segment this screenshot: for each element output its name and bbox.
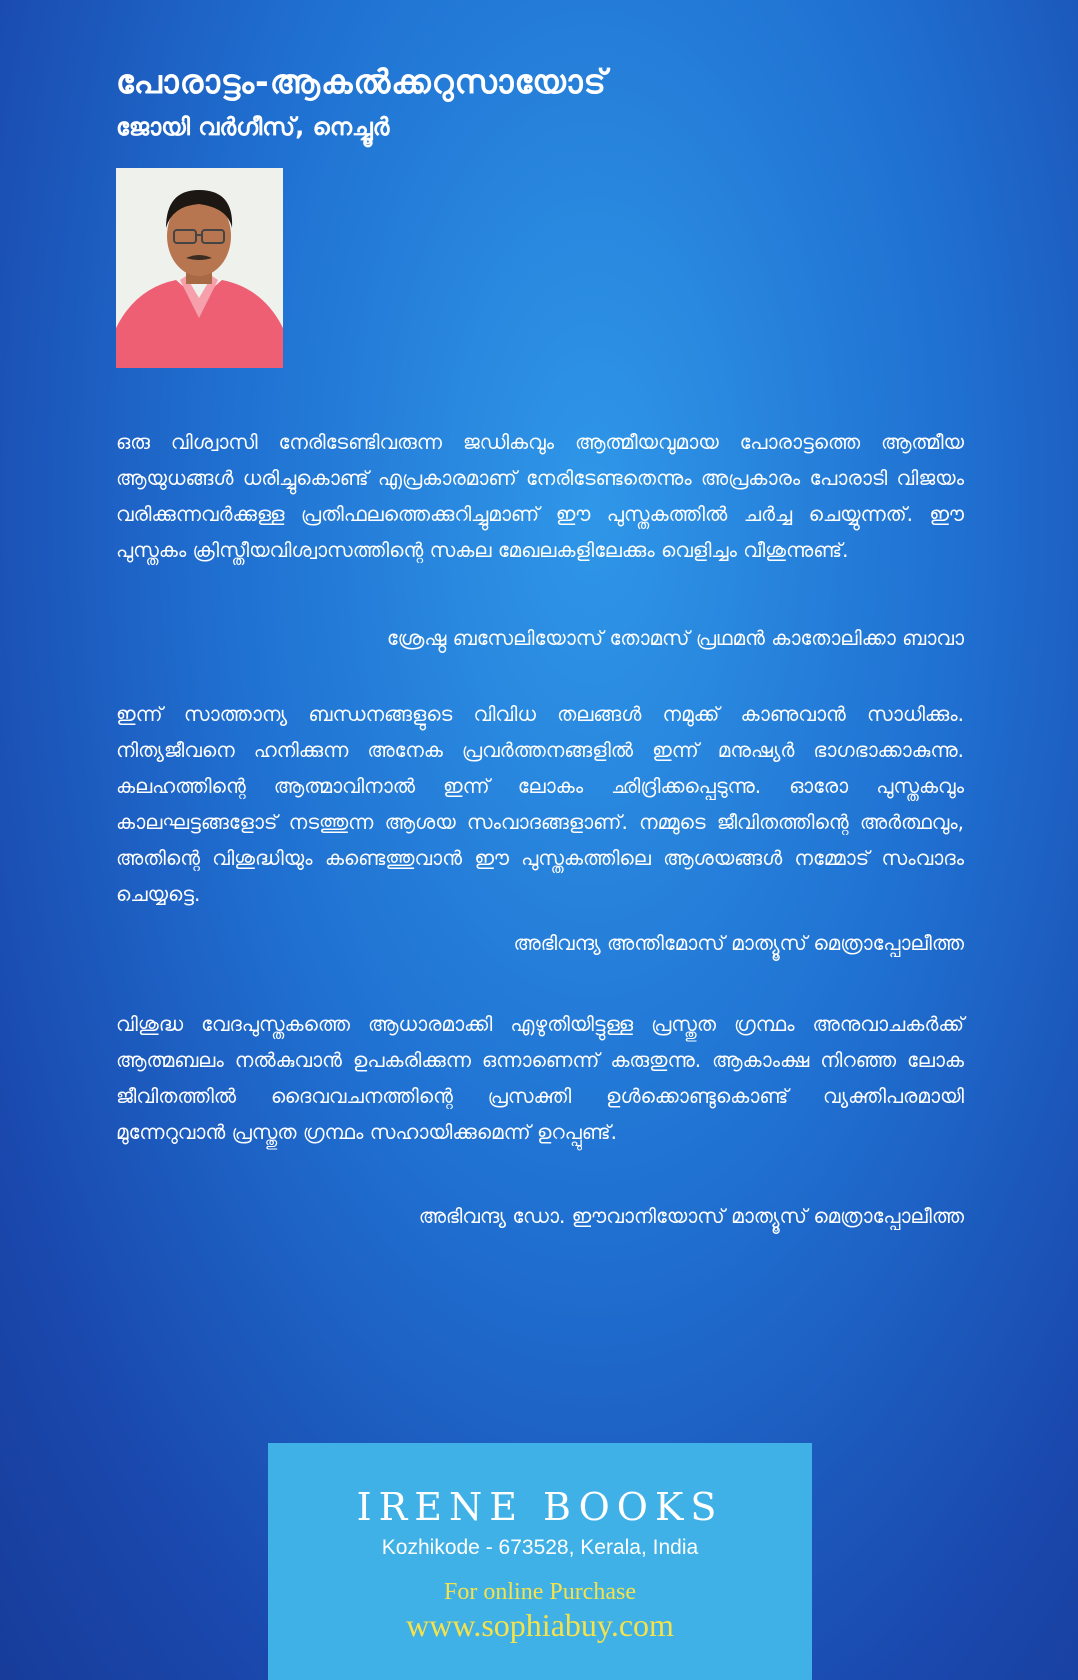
publisher-name: IRENE BOOKS <box>356 1485 724 1529</box>
blurb-signature-2: അഭിവന്ദ്യ അന്തിമോസ് മാത്യൂസ് മെത്രാപ്പോലീത്ത <box>513 931 964 955</box>
author-photo <box>116 168 283 368</box>
blurb-signature-1: ശ്രേഷ്ഠ ബസേലിയോസ് തോമസ് പ്രഥമൻ കാതോലിക്കാ ബാവാ <box>386 626 964 650</box>
author-portrait-icon <box>116 168 283 368</box>
blurb-paragraph-3: വിശുദ്ധ വേദപുസ്തകത്തെ ആധാരമാക്കി എഴുതിയിട്ടുള്ള പ്രസ്തുത ഗ്രന്ഥം അനുവാചകർക്ക് ആത്മബലം നൽകുവാൻ ഉപകരിക്കുന്ന ഒന്നാണെന്ന് കരുതുന്നു. ആകാംക്ഷ നിറഞ്ഞ ലോക ജീവിതത്തിൽ ദൈവവചനത്തിന്റെ പ്രസക്തി ഉൾക്കൊണ്ടുകൊണ്ട് വ്യക്തിപരമായി മുന്നേറുവാൻ പ്രസ്തുത ഗ്രന്ഥം സഹായിക്കുമെന്ന് ഉറപ്പുണ്ട്. <box>116 1012 964 1144</box>
blurb-paragraph-2: ഇന്ന് സാത്താന്യ ബന്ധനങ്ങളുടെ വിവിധ തലങ്ങൾ നമുക്ക് കാണുവാൻ സാധിക്കും. നിത്യജീവനെ ഹനിക്കുന്ന അനേക പ്രവർത്തനങ്ങളിൽ ഇന്ന് മനുഷ്യർ ഭാഗഭാക്കാകുന്നു. കലഹത്തിന്റെ ആത്മാവിനാൽ ഇന്ന് ലോകം ഛിദ്രിക്കപ്പെടുന്നു. ഓരോ പുസ്തകവും കാലഘട്ടങ്ങളോട് നടത്തുന്ന ആശയ സംവാദങ്ങളാണ്. നമ്മുടെ ജീവിതത്തിന്റെ അർത്ഥവും, അതിന്റെ വിശുദ്ധിയും കണ്ടെത്തുവാൻ ഈ പുസ്തകത്തിലെ ആശയങ്ങൾ നമ്മോട് സംവാദം ചെയ്യട്ടെ. <box>116 702 964 906</box>
blurb-paragraph-1: ഒരു വിശ്വാസി നേരിടേണ്ടിവരുന്ന ജഡികവും ആത്മീയവുമായ പോരാട്ടത്തെ ആത്മീയ ആയുധങ്ങൾ ധരിച്ചുകൊണ്ട് എപ്രകാരമാണ് നേരിടേണ്ടതെന്നും അപ്രകാരം പോരാടി വിജയം വരിക്കുന്നവർക്കുള്ള പ്രതിഫലത്തെക്കുറിച്ചുമാണ് ഈ പുസ്തകത്തിൽ ചർച്ച ചെയ്യുന്നത്. ഈ പുസ്തകം ക്രിസ്തീയവിശ്വാസത്തിന്റെ സകല മേഖലകളിലേക്കും വെളിച്ചം വീശുന്നുണ്ട്. <box>116 430 964 562</box>
blurb-signature-3: അഭിവന്ദ്യ ഡോ. ഈവാനിയോസ് മാത്യൂസ് മെത്രാപ്പോലീത്ത <box>418 1204 964 1228</box>
book-title: പോരാട്ടം-ആകൽക്കറുസായോട് <box>116 62 607 101</box>
author-name: ജോയി വർഗീസ്, നെച്ചൂർ <box>116 113 390 141</box>
publisher-box <box>268 1443 812 1680</box>
publisher-address: Kozhikode - 673528, Kerala, India <box>381 1536 699 1559</box>
online-purchase-label: For online Purchase <box>444 1579 636 1605</box>
publisher-website-link[interactable]: www.sophiabuy.com <box>406 1607 674 1643</box>
